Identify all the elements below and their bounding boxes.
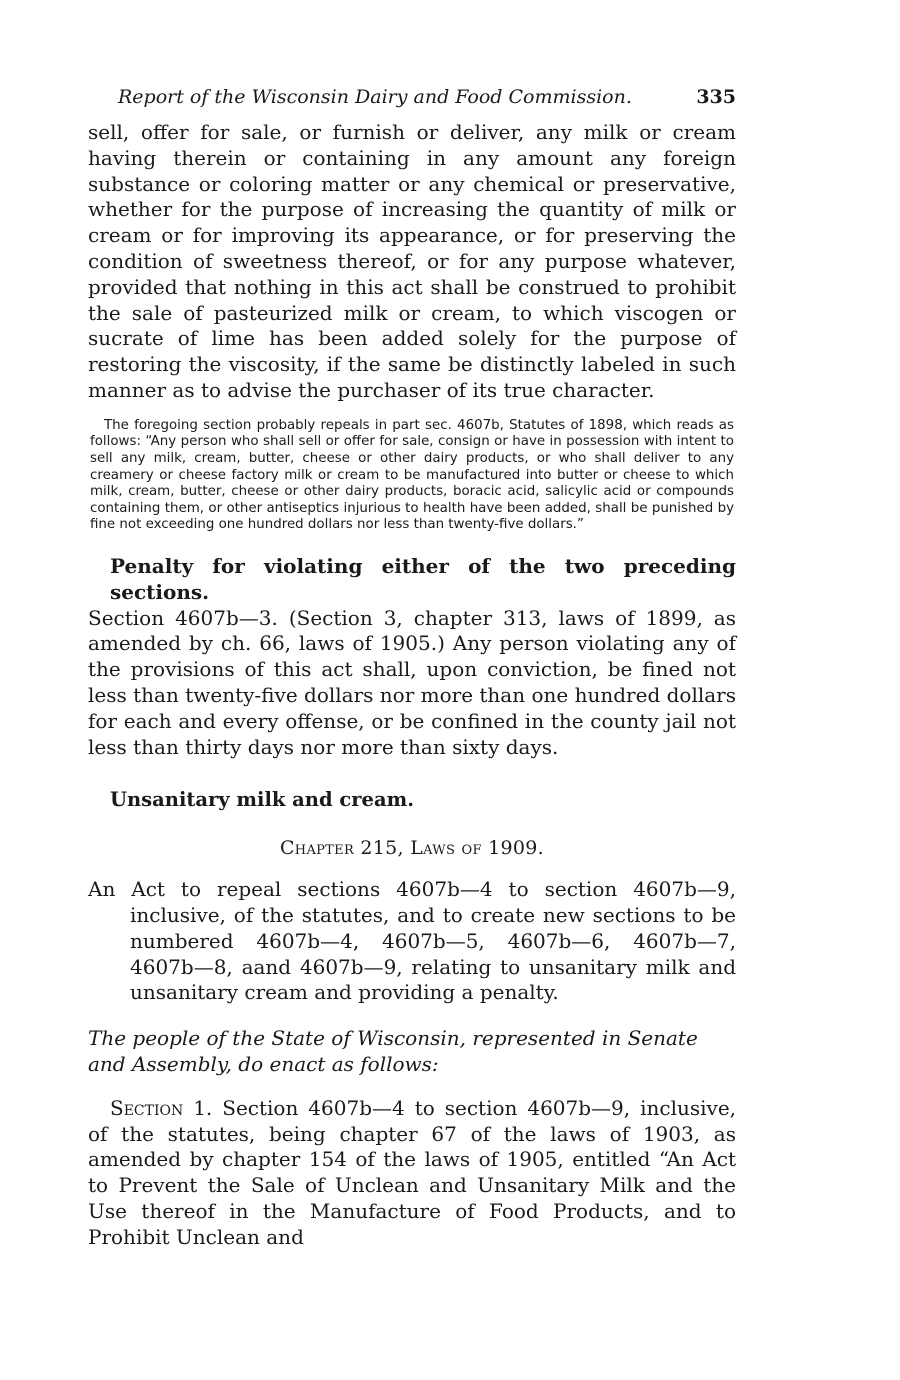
section-1-label: Section 1.: [110, 1095, 213, 1120]
section-1-paragraph: [88, 1096, 736, 1251]
section-heading: Unsanitary milk and cream.: [110, 788, 415, 812]
running-head-title: Report of the Wisconsin Dairy and Food Commission.: [118, 86, 632, 108]
chapter-title: Chapter 215, Laws of 1909.: [279, 837, 545, 860]
penalty-heading: Penalty for violating either of the two preceding sections.: [110, 553, 736, 604]
footnote-statute-reference: The foregoing section probably repeals in part sec. 4607b, Statutes of 1898, which reads as follows: “Any person who shall sell or offer for sale, consign or have in possession with intent to sell any milk, cream, butter, cheese or other dairy products, or who shall deliver to any creamery or cheese factory milk or cream to be manufactured into butter or cheese to which milk, cream, butter, cheese or other dairy products, boracic acid, salicylic acid or compounds containing them, or other antiseptics injurious to health have been added, shall be punished by fine not exceeding one hundred dollars nor less than twenty-five dollars.”: [90, 417, 734, 533]
penalty-text: Section 4607b—3. (Section 3, chapter 313, laws of 1899, as amended by ch. 66, laws of 1905.) Any person violating any of the provisions of this act shall, upon conviction, be fined not less than twenty-five dollars nor more than one hundred dollars for each and every offense, or be confined in the county jail not less than thirty days nor more than sixty days.: [88, 605, 736, 759]
page-number: 335: [696, 86, 736, 108]
act-title-text: An Act to repeal sections 4607b—4 to section 4607b—9, inclusive, of the statutes, and to create new sections to be numbered 4607b—4, 4607b—5, 4607b—6, 4607b—7, 4607b—8, aand 4607b—9, relating to unsanitary milk and unsanitary cream and providing a penalty.: [88, 877, 736, 1005]
running-head: [118, 86, 736, 108]
document-page: [88, 86, 736, 1251]
penalty-paragraph: [88, 554, 736, 760]
section-1-text: Section 4607b—4 to section 4607b—9, inclusive, of the statutes, being chapter 67 of the laws of 1903, as amended by chapter 154 of the laws of 1905, entitled “An Act to Prevent the Sale of Unclean and Unsanitary Milk and the Use thereof in the Manufacture of Food Products, and to Prohibit Unclean and: [88, 1095, 737, 1249]
enacting-clause: The people of the State of Wisconsin, represented in Senate and Assembly, do enact as follows:: [88, 1026, 698, 1077]
paragraph-continuation: sell, offer for sale, or furnish or deliver, any milk or cream having therein or containing in any amount any foreign substance or coloring matter or any chemical or preservative, whether for the purpose of increasing the quantity of milk or cream or for improving its appearance, or for preserving the condition of sweetness thereof, or for any purpose whatever, provided that nothing in this act shall be construed to prohibit the sale of pasteurized milk or cream, to which viscogen or sucrate of lime has been added solely for the purpose of restoring the viscosity, if the same be distinctly labeled in such manner as to advise the purchaser of its true character.: [88, 120, 736, 402]
